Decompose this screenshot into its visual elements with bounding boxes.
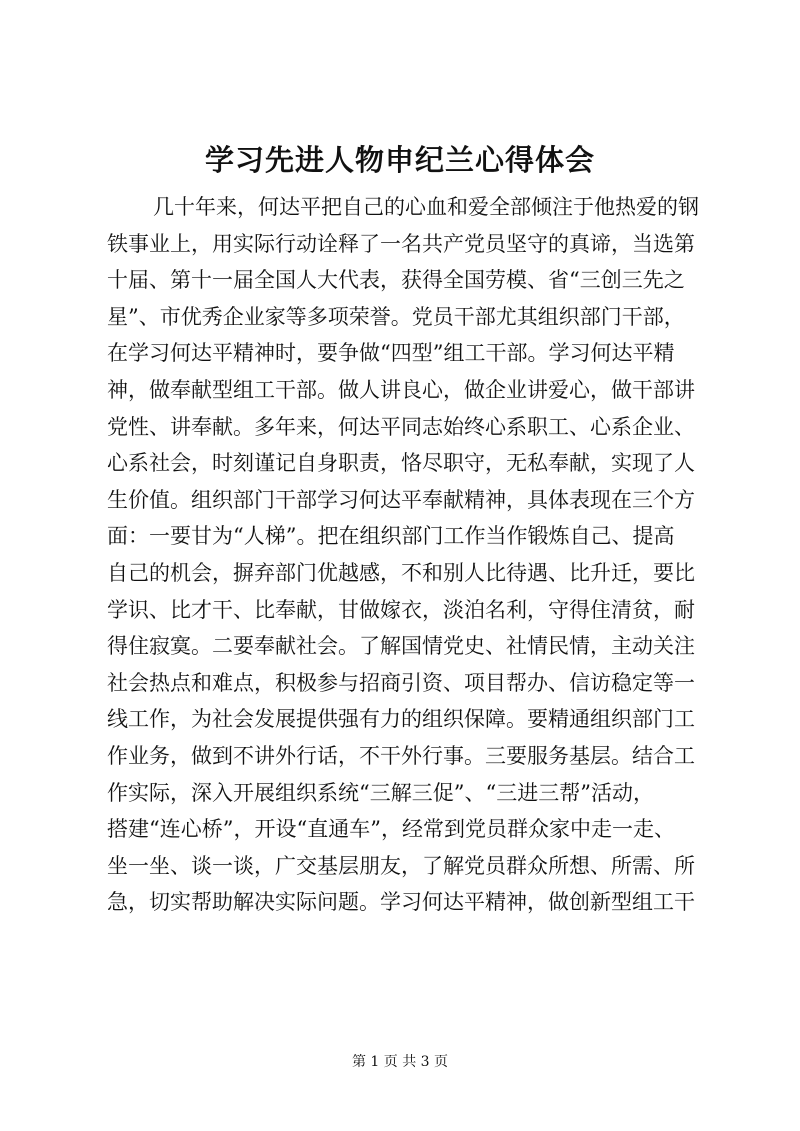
paragraph-line: 几十年来，何达平把自己的心血和爱全部倾注于他热爱的钢: [153, 195, 699, 219]
document-title: 学习先进人物申纪兰心得体会: [204, 143, 595, 177]
paragraph-line: 自己的机会，摒弃部门优越感，不和别人比待遇、比升迁，要比: [107, 560, 695, 585]
paragraph-line: 急，切实帮助解决实际问题。学习何达平精神，做创新型组工干: [107, 890, 695, 915]
paragraph-line: 坐一坐、谈一谈，广交基层朋友，了解党员群众所想、所需、所: [107, 853, 695, 878]
paragraph-line: 作实际，深入开展组织系统“三解三促”、“三进三帮”活动，: [107, 780, 654, 805]
paragraph-line: 面：一要甘为“人梯”。把在组织部门工作当作锻炼自己、提高: [107, 524, 675, 549]
paragraph-line: 十届、第十一届全国人大代表，获得全国劳模、省“三创三先之: [107, 268, 685, 293]
paragraph-line: 学识、比才干、比奉献，甘做嫁衣，淡泊名利，守得住清贫，耐: [107, 597, 695, 622]
paragraph-line: 得住寂寞。二要奉献社会。了解国情党史、社情民情，主动关注: [107, 634, 695, 659]
paragraph-line: 铁事业上，用实际行动诠释了一名共产党员坚守的真谛，当选第: [107, 231, 695, 256]
paragraph-line: 线工作，为社会发展提供强有力的组织保障。要精通组织部门工: [107, 707, 695, 732]
page-number-footer: 第 1 页 共 3 页: [351, 1054, 449, 1070]
paragraph-line: 搭建“连心桥”，开设“直通车”，经常到党员群众家中走一走、: [107, 817, 675, 842]
paragraph-line: 党性、讲奉献。多年来，何达平同志始终心系职工、心系企业、: [107, 414, 695, 439]
paragraph-line: 心系社会，时刻谨记自身职责，恪尽职守，无私奉献，实现了人: [107, 451, 695, 476]
paragraph-line: 星”、市优秀企业家等多项荣誉。党员干部尤其组织部门干部，: [107, 304, 685, 329]
paragraph-line: 生价值。组织部门干部学习何达平奉献精神，具体表现在三个方: [107, 487, 695, 512]
paragraph-line: 在学习何达平精神时，要争做“四型”组工干部。学习何达平精: [107, 341, 675, 366]
paragraph-line: 作业务，做到不讲外行话，不干外行事。三要服务基层。结合工: [107, 743, 695, 768]
document-body: [107, 189, 707, 921]
paragraph-line: 社会热点和难点，积极参与招商引资、项目帮办、信访稳定等一: [107, 670, 695, 695]
paragraph-line: 神，做奉献型组工干部。做人讲良心，做企业讲爱心，做干部讲: [107, 377, 695, 402]
